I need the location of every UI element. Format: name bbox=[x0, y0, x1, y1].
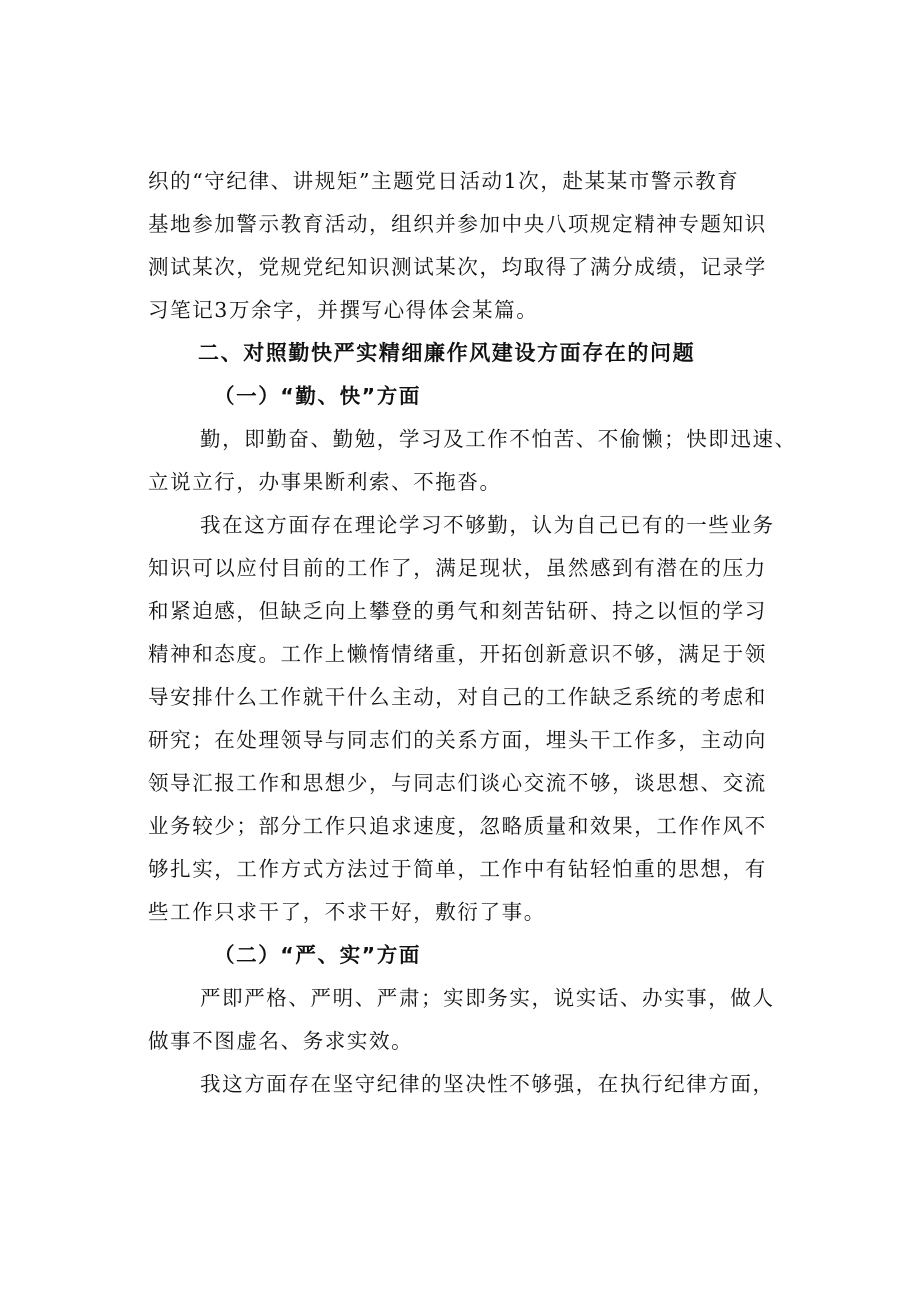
paragraph-line: 我在这方面存在理论学习不够勤，认为自己已有的一些业务 bbox=[200, 513, 775, 537]
paragraph-line: 测试某次，党规党纪知识测试某次，均取得了满分成绩，记录学 bbox=[148, 255, 767, 279]
paragraph-line: 些工作只求干了，不求干好，敷衍了事。 bbox=[148, 900, 546, 924]
paragraph-line: 习笔记3万余字，并撰写心得体会某篇。 bbox=[148, 298, 539, 322]
paragraph-line: 基地参加警示教育活动，组织并参加中央八项规定精神专题知识 bbox=[148, 212, 767, 236]
subsection-heading: （一）“勤、快”方面 bbox=[214, 384, 421, 408]
paragraph-line: 立说立行，办事果断利索、不拖沓。 bbox=[148, 470, 502, 494]
paragraph-line: 够扎实，工作方式方法过于简单，工作中有钻轻怕重的思想，有 bbox=[148, 857, 767, 881]
paragraph-line: 织的“守纪律、讲规矩”主题党日活动1次，赴某某市警示教育 bbox=[148, 169, 740, 193]
paragraph-line: 业务较少；部分工作只追求速度，忽略质量和效果，工作作风不 bbox=[148, 814, 767, 838]
section-heading: 二、对照勤快严实精细廉作风建设方面存在的问题 bbox=[198, 341, 696, 365]
paragraph-line: 和紧迫感，但缺乏向上攀登的勇气和刻苦钻研、持之以恒的学习 bbox=[148, 599, 767, 623]
paragraph-line: 勤，即勤奋、勤勉，学习及工作不怕苦、不偷懒；快即迅速、 bbox=[200, 427, 797, 451]
paragraph-line: 我这方面存在坚守纪律的坚决性不够强，在执行纪律方面， bbox=[200, 1072, 775, 1096]
paragraph-line: 知识可以应付目前的工作了，满足现状，虽然感到有潜在的压力 bbox=[148, 556, 767, 580]
paragraph-line: 研究；在处理领导与同志们的关系方面，埋头干工作多，主动向 bbox=[148, 728, 767, 752]
paragraph-line: 导安排什么工作就干什么主动，对自己的工作缺乏系统的考虑和 bbox=[148, 685, 767, 709]
document-body bbox=[148, 160, 808, 1106]
paragraph-line: 精神和态度。工作上懒惰情绪重，开拓创新意识不够，满足于领 bbox=[148, 642, 767, 666]
subsection-heading: （二）“严、实”方面 bbox=[214, 943, 421, 967]
paragraph-line: 做事不图虚名、务求实效。 bbox=[148, 1029, 414, 1053]
paragraph-line: 严即严格、严明、严肃；实即务实，说实话、办实事，做人 bbox=[200, 986, 775, 1010]
paragraph-line: 领导汇报工作和思想少，与同志们谈心交流不够，谈思想、交流 bbox=[148, 771, 767, 795]
